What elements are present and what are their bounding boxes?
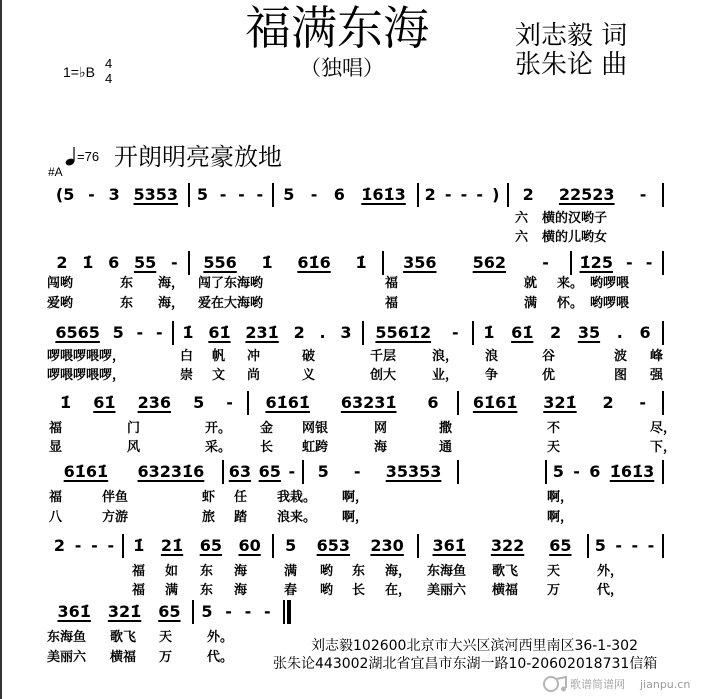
lyric-word: 旅 bbox=[202, 510, 216, 525]
measure bbox=[46, 461, 222, 483]
note: - bbox=[573, 462, 580, 481]
lyric-word: 福 bbox=[132, 583, 146, 598]
lyric-word: 海， bbox=[385, 564, 412, 579]
footer-address-lyricist: 刘志毅102600北京市大兴区滨河西里南区36-1-302 bbox=[311, 638, 638, 654]
lyric-word: 爱在大海哟 bbox=[198, 296, 264, 311]
note: 5 bbox=[594, 536, 606, 555]
note: - bbox=[288, 462, 296, 481]
lyric-word: 天 bbox=[547, 440, 561, 455]
note: 6565 bbox=[55, 323, 100, 342]
lyric-word: 歌飞 bbox=[492, 564, 519, 579]
quarter-note-icon bbox=[65, 146, 77, 166]
bar-line bbox=[417, 534, 419, 558]
bar-line bbox=[587, 534, 589, 558]
composer-credit: 张朱论 曲 bbox=[515, 50, 628, 80]
lyric-word: 哟 bbox=[320, 583, 334, 598]
measure bbox=[46, 392, 247, 414]
note: 556 bbox=[203, 253, 237, 272]
measure bbox=[272, 535, 417, 557]
lyric-word: 东海鱼 bbox=[47, 630, 87, 645]
lyric-word: 文 bbox=[212, 368, 226, 383]
bar-line bbox=[417, 183, 419, 207]
note: 35353 bbox=[385, 462, 442, 481]
note: 63231̇6 bbox=[137, 462, 205, 481]
bar-line bbox=[188, 251, 190, 275]
measure bbox=[570, 252, 662, 274]
bar-line bbox=[272, 534, 274, 558]
lyric-word: 谷 bbox=[542, 349, 556, 364]
lyric-word: 八 bbox=[49, 510, 63, 525]
note: 2 bbox=[522, 185, 534, 204]
lyric-word: 尚 bbox=[247, 368, 261, 383]
lyric-word: 天 bbox=[547, 564, 561, 579]
lyric-word: 福 bbox=[132, 564, 146, 579]
note: - bbox=[639, 393, 647, 412]
site-logo-icon bbox=[542, 675, 568, 693]
lyric-word: 千层 bbox=[370, 349, 397, 364]
bar-line bbox=[472, 321, 474, 345]
lyricist-credit: 刘志毅 词 bbox=[515, 21, 628, 51]
lyric-word: 福 bbox=[385, 296, 399, 311]
lyric-word: 歌飞 bbox=[110, 630, 137, 645]
note: 6 bbox=[639, 323, 651, 342]
note: 2 bbox=[53, 536, 65, 555]
note: - bbox=[542, 253, 549, 272]
measure bbox=[188, 252, 382, 274]
note: 236 bbox=[137, 393, 171, 412]
lyric-word: 东 bbox=[120, 296, 134, 311]
note: 5 bbox=[193, 393, 205, 412]
lyric-word: 满 bbox=[284, 564, 298, 579]
time-signature-bottom: 4 bbox=[105, 71, 113, 86]
lyric-word: 我栽。 bbox=[277, 490, 317, 505]
lyric-word: 天 bbox=[159, 630, 173, 645]
note: - bbox=[451, 323, 459, 342]
lyric-word: 撒 bbox=[439, 421, 453, 436]
note: 1̇ bbox=[60, 393, 72, 412]
lyric-word: 波 bbox=[614, 349, 628, 364]
note: 65 bbox=[549, 536, 572, 555]
note: - bbox=[631, 536, 639, 555]
lyric-word: 闯哟 bbox=[47, 276, 74, 291]
bar-line bbox=[507, 183, 509, 207]
measure bbox=[545, 461, 662, 483]
note: 6 bbox=[333, 185, 345, 204]
note: 1̇ bbox=[133, 536, 145, 555]
measure bbox=[457, 392, 662, 414]
lyric-word: 满 bbox=[165, 583, 179, 598]
lyric-word: 海， bbox=[158, 276, 185, 291]
note: 1̇61̇3 bbox=[609, 462, 655, 481]
bar-line bbox=[457, 460, 459, 484]
lyric-word: 闯了东海哟 bbox=[198, 276, 264, 291]
lyric-word: 踏 bbox=[234, 510, 248, 525]
measure bbox=[417, 535, 587, 557]
lyric-word: 通 bbox=[439, 440, 453, 455]
bar-line bbox=[662, 391, 664, 415]
measure bbox=[46, 535, 122, 557]
lyric-word: 风 bbox=[127, 440, 141, 455]
note: 2 bbox=[550, 323, 562, 342]
note: 5 bbox=[317, 462, 329, 481]
lyric-word: 横福 bbox=[110, 650, 137, 665]
note: 5353 bbox=[133, 185, 179, 204]
note: 5 bbox=[285, 536, 297, 555]
lyric-word: 破 bbox=[302, 349, 316, 364]
note: 6 bbox=[108, 253, 120, 272]
lyric-word: 门 bbox=[127, 421, 141, 436]
note: 2 bbox=[56, 253, 68, 272]
note: 61̇ bbox=[208, 323, 231, 342]
note: 21̇ bbox=[160, 536, 184, 555]
bar-line bbox=[545, 460, 547, 484]
note: 5 bbox=[112, 323, 124, 342]
note: 322 bbox=[490, 536, 525, 555]
lyric-word: 啰喂啰喂啰， bbox=[47, 368, 126, 383]
lyric-word: 长 bbox=[260, 440, 274, 455]
lyric-word: 峰 bbox=[650, 349, 664, 364]
measure bbox=[46, 601, 192, 623]
note: 3 bbox=[340, 323, 352, 342]
song-subtitle: （独唱） bbox=[300, 56, 384, 80]
note: 230 bbox=[370, 536, 404, 555]
lyric-word: 外， bbox=[597, 564, 624, 579]
note: 1̇25 bbox=[579, 253, 613, 272]
note: 321̇ bbox=[107, 602, 142, 621]
bar-line bbox=[188, 183, 190, 207]
note: 361̇ bbox=[432, 536, 466, 555]
note: 65 bbox=[258, 462, 281, 481]
note: 1̇ bbox=[182, 323, 194, 342]
lyric-word: 伴鱼 bbox=[102, 490, 129, 505]
note: - bbox=[91, 536, 98, 555]
lyric-word: 万 bbox=[547, 583, 561, 598]
note: 61̇61̇ bbox=[265, 393, 310, 412]
bar-line bbox=[662, 251, 664, 275]
note: . bbox=[319, 323, 326, 342]
lyric-word: 长 bbox=[352, 583, 366, 598]
lyric-word: 美丽六 bbox=[427, 583, 467, 598]
note: - bbox=[74, 536, 82, 555]
key-signature: 1=♭B bbox=[63, 64, 95, 80]
measure bbox=[247, 392, 457, 414]
watermark-domain: jianpu.cn bbox=[640, 678, 691, 691]
note: 5 bbox=[201, 602, 213, 621]
lyric-word: 虹跨 bbox=[302, 440, 329, 455]
note: 55 bbox=[133, 253, 157, 272]
note: - bbox=[645, 253, 653, 272]
lyric-word: 白 bbox=[180, 349, 194, 364]
note: - bbox=[647, 536, 655, 555]
lyric-word: 海 bbox=[234, 564, 248, 579]
note: 22523 bbox=[558, 185, 615, 204]
note: 3 bbox=[108, 185, 120, 204]
note: 2 bbox=[602, 393, 614, 412]
note: 1̇ bbox=[82, 253, 94, 272]
lyric-word: 哟 bbox=[320, 564, 334, 579]
bar-line bbox=[122, 534, 124, 558]
bar-line bbox=[247, 391, 249, 415]
lyric-word: 横的汉哟子 bbox=[542, 211, 608, 226]
measure bbox=[122, 535, 272, 557]
lyric-word: 福 bbox=[385, 276, 399, 291]
note: 5 bbox=[552, 462, 564, 481]
note: 231̇ bbox=[245, 323, 279, 342]
note: - bbox=[639, 185, 647, 204]
time-signature-top: 4 bbox=[105, 56, 113, 71]
bar-line bbox=[172, 321, 174, 345]
bar-line bbox=[457, 391, 459, 415]
lyric-word: 万 bbox=[159, 650, 173, 665]
note: - bbox=[244, 602, 252, 621]
bar-line bbox=[662, 321, 664, 345]
note: - bbox=[225, 602, 232, 621]
lyric-word: 海 bbox=[374, 440, 388, 455]
lyric-word: 外。 bbox=[207, 630, 234, 645]
watermark-site-name: 歌谱简谱网 bbox=[570, 678, 625, 691]
note: - bbox=[460, 185, 468, 204]
lyric-word: 横的儿哟女 bbox=[542, 230, 608, 245]
lyric-word: 海， bbox=[158, 296, 185, 311]
note: 6 bbox=[589, 462, 601, 481]
lyric-word: 在， bbox=[385, 583, 412, 598]
lyric-word: 满 bbox=[524, 296, 538, 311]
bar-line bbox=[570, 251, 572, 275]
lyric-word: 如 bbox=[165, 564, 179, 579]
song-title: 福满东海 bbox=[245, 1, 429, 55]
note: 63 bbox=[228, 462, 252, 481]
note: 65 bbox=[158, 602, 181, 621]
bar-line bbox=[222, 460, 224, 484]
lyric-word: 东海鱼 bbox=[427, 564, 467, 579]
lyric-word: 东 bbox=[120, 276, 134, 291]
note: 2 bbox=[424, 185, 436, 204]
measure bbox=[222, 461, 302, 483]
tempo-value: =76 bbox=[77, 149, 100, 164]
note: - bbox=[155, 323, 163, 342]
measure bbox=[172, 322, 362, 344]
lyric-word: 浪 bbox=[485, 349, 499, 364]
measure bbox=[417, 184, 507, 206]
measure bbox=[472, 322, 662, 344]
lyric-word: 优 bbox=[542, 368, 556, 383]
lyric-word: 啰喂啰喂啰， bbox=[47, 349, 126, 364]
bar-line bbox=[382, 251, 384, 275]
bar-line bbox=[362, 321, 364, 345]
bar-line bbox=[662, 183, 664, 207]
measure bbox=[188, 184, 272, 206]
lyric-word: 六 bbox=[515, 211, 529, 226]
lyric-word: 爱哟 bbox=[47, 296, 74, 311]
measure bbox=[302, 461, 457, 483]
lyric-word: 代， bbox=[597, 583, 624, 598]
lyric-word: 哟啰喂 bbox=[590, 296, 630, 311]
lyric-word: 下， bbox=[650, 440, 677, 455]
measure bbox=[362, 322, 472, 344]
measure bbox=[382, 252, 570, 274]
note: - bbox=[626, 253, 633, 272]
note: 2 bbox=[293, 323, 305, 342]
note: 562 bbox=[472, 253, 507, 272]
lyric-word: 啊， bbox=[342, 490, 369, 505]
lyric-word: 美丽六 bbox=[47, 650, 87, 665]
note: 63231̇ bbox=[340, 393, 397, 412]
note: 5561̇2 bbox=[375, 323, 432, 342]
lyric-word: 显 bbox=[49, 440, 63, 455]
note: 35 bbox=[577, 323, 601, 342]
lyric-word: 哟啰喂 bbox=[590, 276, 630, 291]
note: ) bbox=[492, 185, 500, 204]
note: . bbox=[616, 323, 623, 342]
note: - bbox=[226, 393, 233, 412]
note: 356 bbox=[403, 253, 437, 272]
lyric-word: 浪， bbox=[432, 349, 459, 364]
note: - bbox=[238, 185, 245, 204]
lyric-word: 福 bbox=[49, 421, 63, 436]
note: 1̇ bbox=[483, 323, 495, 342]
note: - bbox=[353, 462, 361, 481]
bar-line bbox=[662, 534, 664, 558]
lyric-word: 来。 bbox=[557, 276, 584, 291]
lyric-word: 啊， bbox=[547, 510, 574, 525]
note: 65 bbox=[199, 536, 222, 555]
note: 60 bbox=[238, 536, 261, 555]
lyric-word: 浪来。 bbox=[277, 510, 317, 525]
note: - bbox=[170, 253, 178, 272]
tempo-expression: 开朗明亮豪放地 bbox=[114, 143, 282, 171]
lyric-word: 东 bbox=[352, 564, 366, 579]
lyric-word: 代。 bbox=[207, 650, 234, 665]
note: - bbox=[136, 323, 144, 342]
rehearsal-mark: #A bbox=[48, 165, 63, 179]
lyric-word: 图 bbox=[614, 368, 628, 383]
lyric-word: 怀。 bbox=[557, 296, 584, 311]
lyric-word: 横福 bbox=[492, 583, 519, 598]
lyric-word: 网银 bbox=[302, 421, 329, 436]
measure bbox=[507, 184, 662, 206]
lyric-word: 东 bbox=[200, 564, 214, 579]
note: - bbox=[107, 536, 115, 555]
lyric-word: 不 bbox=[547, 421, 561, 436]
note: - bbox=[256, 185, 264, 204]
lyric-word: 冲 bbox=[247, 349, 261, 364]
note: - bbox=[444, 185, 452, 204]
note: 6 bbox=[427, 393, 439, 412]
note: 653 bbox=[316, 536, 351, 555]
note: - bbox=[476, 185, 483, 204]
lyric-word: 义 bbox=[302, 368, 316, 383]
lyric-word: 强 bbox=[650, 368, 664, 383]
measure bbox=[46, 252, 188, 274]
measure bbox=[46, 322, 172, 344]
note: 1̇ bbox=[355, 253, 367, 272]
lyric-word: 采。 bbox=[205, 440, 232, 455]
final-bar-thick bbox=[287, 600, 291, 624]
note: 5 bbox=[196, 185, 208, 204]
note: (5 bbox=[55, 185, 75, 204]
lyric-word: 六 bbox=[515, 230, 529, 245]
bar-line bbox=[192, 600, 194, 624]
lyric-word: 创大 bbox=[370, 368, 397, 383]
note: 61̇ bbox=[93, 393, 116, 412]
measure bbox=[587, 535, 662, 557]
note: 361̇ bbox=[57, 602, 91, 621]
note: - bbox=[263, 602, 271, 621]
note: - bbox=[219, 185, 227, 204]
lyric-word: 争 bbox=[485, 368, 499, 383]
note: 1̇ bbox=[261, 253, 273, 272]
lyric-word: 东 bbox=[200, 583, 214, 598]
lyric-word: 方游 bbox=[102, 510, 129, 525]
final-bar-thin bbox=[283, 600, 285, 624]
lyric-word: 海 bbox=[234, 583, 248, 598]
lyric-word: 网 bbox=[374, 421, 388, 436]
lyric-word: 虾 bbox=[202, 490, 216, 505]
note: 5 bbox=[283, 185, 295, 204]
note: 61̇ bbox=[511, 323, 534, 342]
lyric-word: 任 bbox=[234, 490, 248, 505]
note: 61̇6 bbox=[297, 253, 331, 272]
lyric-word: 福 bbox=[49, 490, 63, 505]
measure bbox=[46, 184, 188, 206]
lyric-word: 业， bbox=[432, 368, 459, 383]
lyric-word: 开。 bbox=[205, 421, 232, 436]
bar-line bbox=[662, 460, 664, 484]
measure bbox=[272, 184, 417, 206]
lyric-word: 金 bbox=[260, 421, 274, 436]
note: - bbox=[310, 185, 318, 204]
lyric-word: 就 bbox=[524, 276, 538, 291]
lyric-word: 春 bbox=[284, 583, 298, 598]
note: 61̇61̇ bbox=[472, 393, 518, 412]
bar-line bbox=[302, 460, 304, 484]
note: - bbox=[88, 185, 95, 204]
lyric-word: 啊， bbox=[547, 490, 574, 505]
measure bbox=[192, 601, 280, 623]
footer-address-composer: 张朱论443002湖北省宜昌市东湖一路10-20602018731信箱 bbox=[273, 656, 658, 672]
note: 1̇61̇3 bbox=[361, 185, 406, 204]
lyric-word: 尽， bbox=[650, 421, 677, 436]
lyric-word: 崇 bbox=[180, 368, 194, 383]
note: 61̇61̇ bbox=[63, 462, 109, 481]
note: - bbox=[615, 536, 622, 555]
note: 321̇ bbox=[543, 393, 577, 412]
bar-line bbox=[272, 183, 274, 207]
lyric-word: 啊， bbox=[342, 510, 369, 525]
lyric-word: 帆 bbox=[212, 349, 226, 364]
